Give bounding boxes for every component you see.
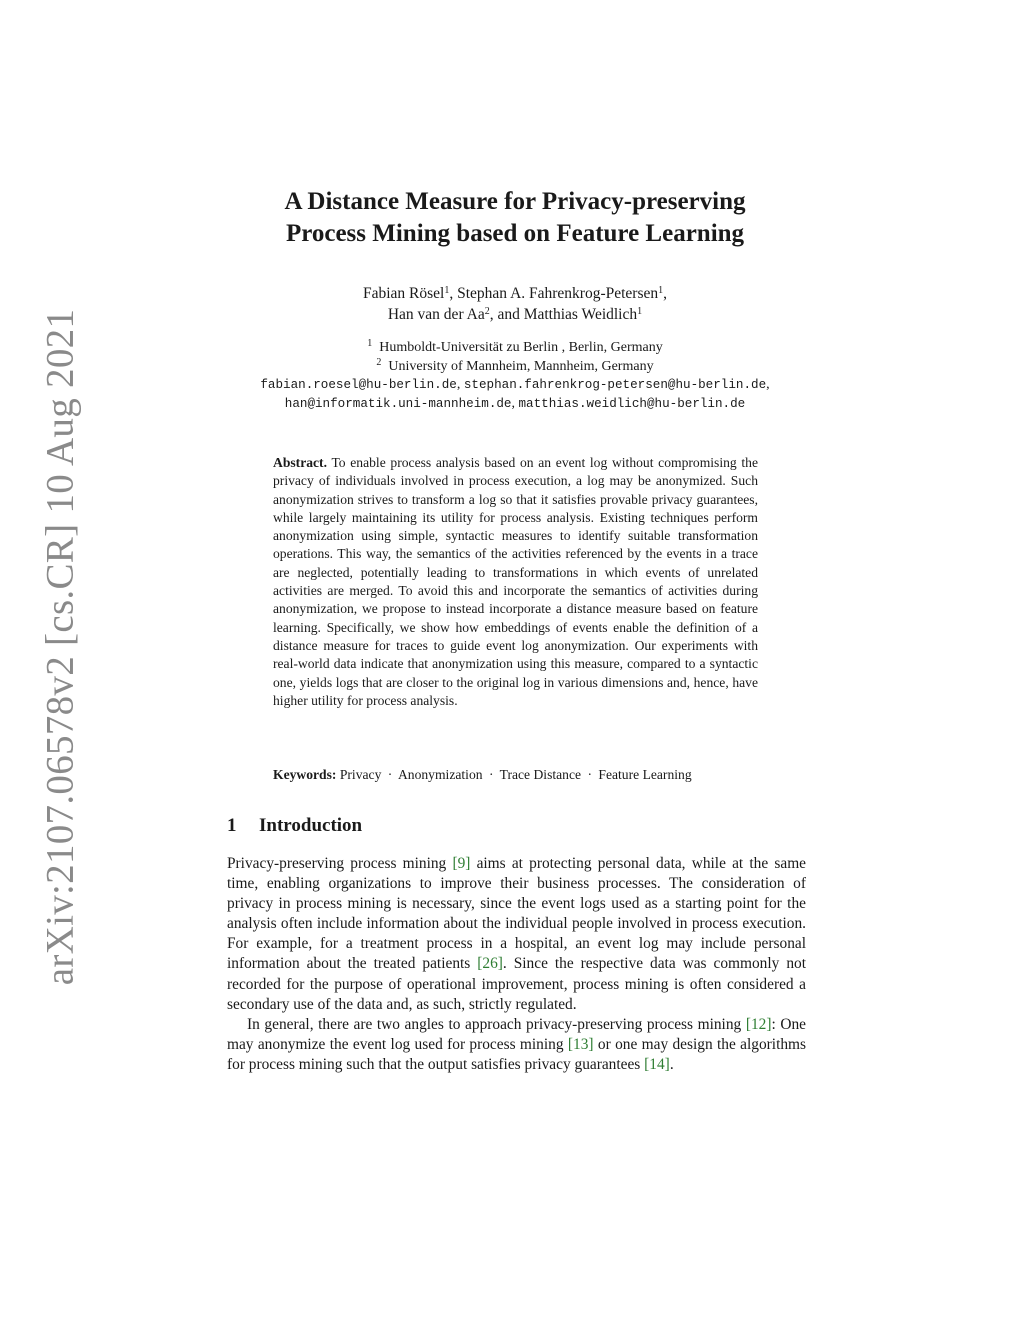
email-link[interactable]: matthias.weidlich@hu-berlin.de <box>518 396 746 411</box>
citation-link[interactable]: [14] <box>644 1055 670 1073</box>
paper-title <box>180 186 850 250</box>
text-run: . <box>669 1055 674 1073</box>
affiliation-mark: 1 <box>367 338 373 349</box>
email-link[interactable]: han@informatik.uni-mannheim.de <box>284 396 512 411</box>
text-run: Privacy-preserving process mining <box>227 855 453 872</box>
citation-link[interactable]: [12] <box>745 1015 772 1033</box>
affiliation-text: University of Mannheim, Mannheim, Germany <box>388 358 654 374</box>
abstract-text: To enable process analysis based on an event log without compromising the privacy of individuals involved in process execution, a log may be anonymized. Such anonymization strives to transform a log so that it satisfies provable privacy guarantees, while largely maintaining its utility for process analysis. Existing techniques perform anonymization using simple, syntactic measures to identify suitable transformation operations. This way, the semantics of the activities referenced by the events in a trace are neglected, potentially leading to transformations in which events of unrelated activities are merged. To avoid this and incorporate the semantics of activities during anonymization, we propose to instead incorporate a distance measure based on feature learning. Specifically, we show how embeddings of events enable the definition of a distance measure for traces to guide event log anonymization. Our experiments with real-world data indicate that anonymization using this measure, compared to a syntactic one, yields logs that are closer to the original log in various dimensions and, hence, have higher utility for process analysis. <box>273 455 759 708</box>
arxiv-stamp: arXiv:2107.06578v2 [cs.CR] 10 Aug 2021 <box>38 308 82 986</box>
keyword: Feature Learning <box>598 767 692 782</box>
text-run: . Since the respective data was commonly not recorded for the purpose of operational improvement, process mining is often considered a secondary use of the data and, as such, strictly regulated. <box>227 955 806 1013</box>
text-run: In general, there are two angles to approach privacy-preserving process mining <box>247 1015 746 1033</box>
citation-link[interactable]: [9] <box>452 855 471 872</box>
abstract-label: Abstract. <box>273 455 327 470</box>
author-affiliation-mark: 1 <box>637 306 643 317</box>
author-name: Matthias Weidlich <box>523 306 638 323</box>
affiliation-line <box>180 358 850 377</box>
keywords <box>273 766 763 784</box>
author-name: Fabian Rösel <box>362 285 445 302</box>
keyword-separator: · <box>587 767 592 782</box>
paragraph <box>227 1015 806 1075</box>
keyword: Privacy <box>339 767 382 782</box>
author-name: Han van der Aa <box>387 306 485 323</box>
title-line-2: Process Mining based on Feature Learning <box>285 220 745 247</box>
author-name: Stephan A. Fahrenkrog-Petersen <box>457 285 659 302</box>
citation-link[interactable]: [13] <box>567 1035 594 1053</box>
abstract <box>273 454 758 710</box>
author-affiliation-mark: 1 <box>658 285 664 296</box>
author-affiliation-mark: 1 <box>444 285 450 296</box>
keyword-separator: · <box>488 767 494 782</box>
keyword: Trace Distance <box>499 767 582 782</box>
section-number: 1 <box>227 815 237 836</box>
author-list: Fabian Rösel$^1$, Stephan A. Fahrenkrog-Petersen$^1$, Han van der Aa$^2$, and Matthias Weidlich$^1$ <box>362 285 668 323</box>
text-run: aims at protecting personal data, while at the same time, enabling organizations to improve their business processes. The consideration of privacy in process mining is necessary, since the event logs used as a starting point for the analysis often include information about the individual people involved in process execution. For example, for a treatment process in a hospital, an event log may include personal information about the treated patients <box>227 855 806 973</box>
section-title: Introduction <box>259 815 363 836</box>
section-heading <box>227 815 362 837</box>
affiliation-mark: 2 <box>376 356 382 368</box>
citation-link[interactable]: [26] <box>477 955 503 973</box>
keywords-label: Keywords: <box>273 767 337 782</box>
email-line: han@informatik.uni-mannheim.de, matthias.weidlich@hu-berlin.de <box>284 395 746 411</box>
author-affiliation-mark: 2 <box>484 306 490 317</box>
paragraph <box>227 854 806 1015</box>
email-line: fabian.roesel@hu-berlin.de, stephan.fahrenkrog-petersen@hu-berlin.de, <box>260 377 770 392</box>
email-link[interactable]: stephan.fahrenkrog-petersen@hu-berlin.de <box>463 378 767 392</box>
affiliation-text: Humboldt-Universität zu Berlin , Berlin, Germany <box>379 340 663 355</box>
affiliations <box>180 339 850 413</box>
text-run: or one may design the algorithms for process mining such that the output satisfies privacy guarantees <box>227 1035 806 1073</box>
text-run: : One may anonymize the event log used for process mining <box>227 1015 806 1053</box>
introduction-body <box>227 854 806 1075</box>
title-line-1: A Distance Measure for Privacy-preserving <box>284 188 746 215</box>
affiliation-line <box>180 339 850 358</box>
keyword-separator: · <box>387 767 393 782</box>
keyword: Anonymization <box>397 767 483 782</box>
email-link[interactable]: fabian.roesel@hu-berlin.de <box>260 378 457 392</box>
